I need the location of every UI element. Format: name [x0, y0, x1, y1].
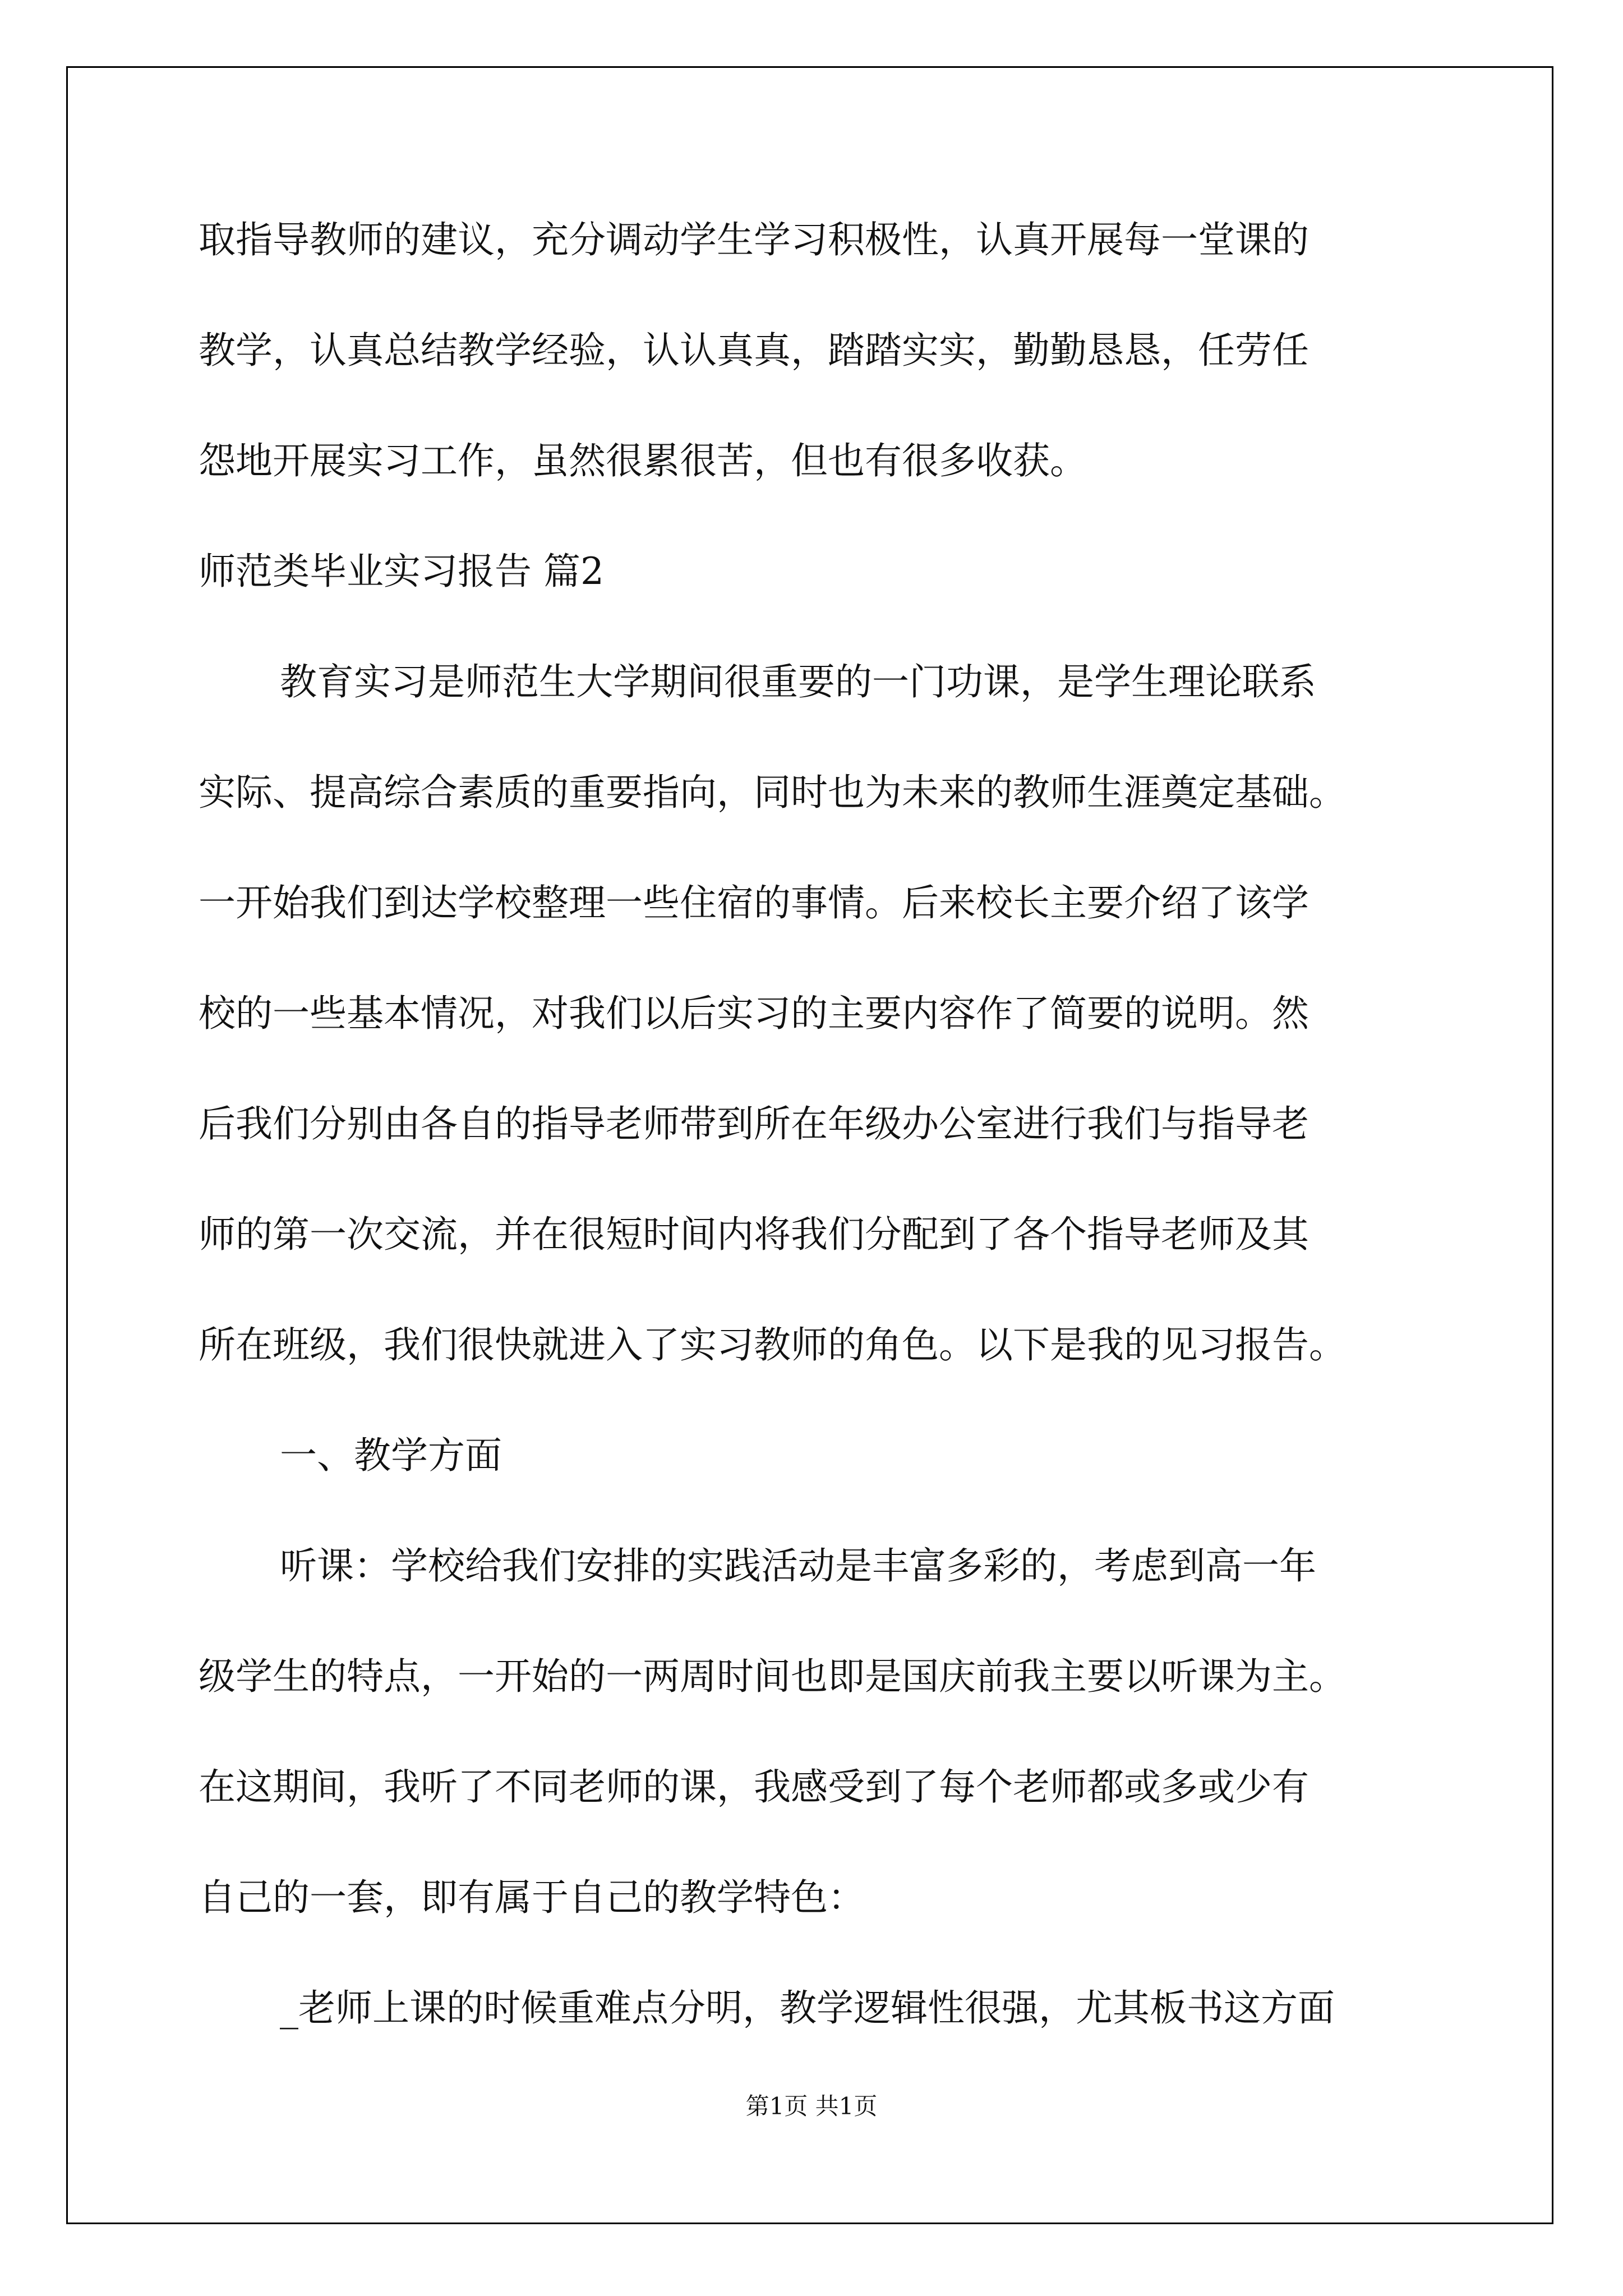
- text-line: 一开始我们到达学校整理一些住宿的事情。后来校长主要介绍了该学: [199, 881, 1309, 924]
- text-line: 校的一些基本情况，对我们以后实习的主要内容作了简要的说明。然: [199, 992, 1309, 1035]
- text-line: 后我们分别由各自的指导老师带到所在年级办公室进行我们与指导老: [199, 1102, 1309, 1145]
- text-line: 级学生的特点，一开始的一两周时间也即是国庆前我主要以听课为主。: [199, 1655, 1346, 1698]
- text-line: 怨地开展实习工作，虽然很累很苦，但也有很多收获。: [199, 439, 1087, 482]
- text-line: 取指导教师的建议，充分调动学生学习积极性，认真开展每一堂课的: [199, 218, 1309, 261]
- text-line: 听课：学校给我们安排的实践活动是丰富多彩的，考虑到高一年: [280, 1544, 1316, 1588]
- document-body: [199, 215, 1435, 2094]
- text-line: 在这期间，我听了不同老师的课，我感受到了每个老师都或多或少有: [199, 1765, 1309, 1809]
- page-footer: 第1页 共1页: [745, 2092, 878, 2120]
- text-line: 教学，认真总结教学经验，认认真真，踏踏实实，勤勤恳恳，任劳任: [199, 329, 1309, 372]
- text-line: 师的第一次交流，并在很短时间内将我们分配到了各个指导老师及其: [199, 1213, 1309, 1256]
- text-line: 教育实习是师范生大学期间很重要的一门功课，是学生理论联系: [280, 660, 1316, 703]
- text-line: 实际、提高综合素质的重要指向，同时也为未来的教师生涯奠定基础。: [199, 771, 1346, 814]
- text-line: _老师上课的时候重难点分明，教学逻辑性很强，尤其板书这方面: [280, 1986, 1335, 2030]
- text-line: 一、教学方面: [280, 1434, 502, 1477]
- text-line: 所在班级，我们很快就进入了实习教师的角色。以下是我的见习报告。: [199, 1323, 1346, 1366]
- text-line: 师范类毕业实习报告 篇2: [199, 550, 604, 593]
- text-line: 自己的一套，即有属于自己的教学特色：: [199, 1876, 865, 1919]
